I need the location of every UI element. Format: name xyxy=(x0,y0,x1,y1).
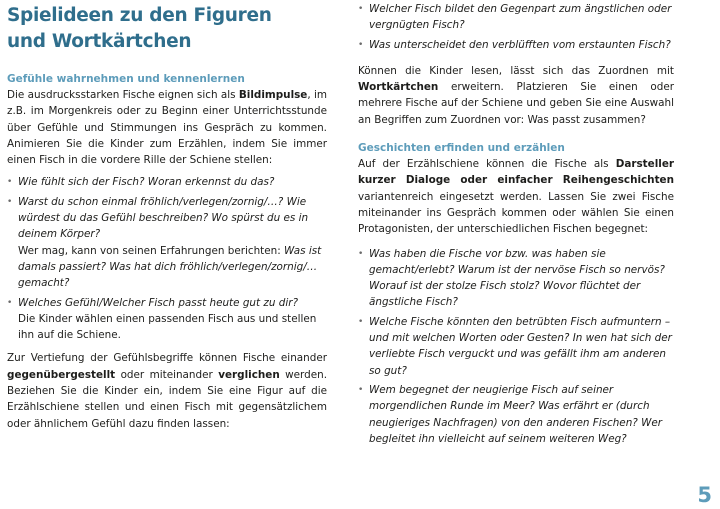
list-item: • Welcher Fisch bildet den Gegenpart zum ängstlichen oder vergnügten Fisch? xyxy=(358,1,674,34)
title-line-1: Spielideen zu den Figuren xyxy=(7,5,272,26)
list-item: • Was unterscheidet den verblüfften vom erstaunten Fisch? xyxy=(358,37,674,53)
deepening-paragraph: Zur Vertiefung der Gefühlsbegriffe können Fische einander gegenübergestellt oder miteinander verglichen werden. Beziehen Sie die Kinder ein, indem Sie eine Figur auf die Erzählschiene stellen und einen Fisch mit gegensätzlichem oder ähnlichem Gefühl dazu finden lassen: xyxy=(7,352,327,430)
title-line-2: und Wortkärtchen xyxy=(7,31,192,52)
list-item: • Warst du schon einmal fröhlich/verlegen/zornig/…? Wie würdest du das Gefühl beschreiben? Wo spürst du es in deinem Körper? Wer mag, kann von seinen Erfahrungen berichten: Was ist damals passiert? Was hat dich fröhlich/verlegen/zornig/… gemacht? xyxy=(7,194,327,292)
question-list-stories xyxy=(358,246,674,448)
word-cards-paragraph: Können die Kinder lesen, lässt sich das Zuordnen mit Wortkärtchen erweitern. Platzieren Sie einen oder mehrere Fische auf der Schiene und geben Sie eine Auswahl an Begriffen zum Zuordnen vor: Was passt zusammen? xyxy=(358,64,674,126)
list-item: • Was haben die Fische vor bzw. was haben sie gemacht/erlebt? Warum ist der nervöse Fisch so nervös? Worauf ist der stolze Fisch stolz? Wovor flüchtet der ängstliche Fisch? xyxy=(358,246,674,311)
section-heading-feelings: Gefühle wahrnehmen und kennenlernen xyxy=(7,73,245,85)
stories-paragraph: Auf der Erzählschiene können die Fische als Darsteller kurzer Dialoge oder einfacher Reihengeschichten variantenreich eingesetzt werden. Lassen Sie zwei Fische miteinander ins Gespräch kommen oder wählen Sie einen Protagonisten, der unterschiedlichen Fischen begegnet: xyxy=(358,158,674,236)
list-item: • Welches Gefühl/Welcher Fisch passt heute gut zu dir? Die Kinder wählen einen passenden Fisch aus und stellen ihn auf die Schiene. xyxy=(7,295,327,344)
list-item: • Welche Fische könnten den betrübten Fisch aufmuntern – und mit welchen Worten oder Gesten? In wen hat sich der verliebte Fisch verguckt und was gefällt ihm am anderen so gut? xyxy=(358,314,674,379)
question-list-compare xyxy=(358,1,674,53)
question-list-left xyxy=(7,174,327,343)
intro-paragraph: Die ausdrucksstarken Fische eignen sich als Bildimpulse, im z.B. im Morgenkreis oder zu Beginn einer Unterrichtsstunde über Gefühle und Stimmungen ins Gespräch zu kommen. Animieren Sie die Kinder zum Erzählen, indem Sie immer einen Fisch in die vordere Rille der Schiene stellen: xyxy=(7,89,327,167)
page-title xyxy=(7,3,327,55)
list-item: • Wie fühlt sich der Fisch? Woran erkennst du das? xyxy=(7,174,327,190)
left-column xyxy=(7,0,327,432)
right-column xyxy=(358,0,674,447)
section-heading-stories: Geschichten erfinden und erzählen xyxy=(358,142,565,155)
page-number: 5 xyxy=(697,483,712,507)
list-item: • Wem begegnet der neugierige Fisch auf seiner morgendlichen Runde im Meer? Was erfährt er (durch neugieriges Nachfragen) von den anderen Fischen? Wer begleitet ihn vielleicht auf seinem weiteren Weg? xyxy=(358,382,674,447)
